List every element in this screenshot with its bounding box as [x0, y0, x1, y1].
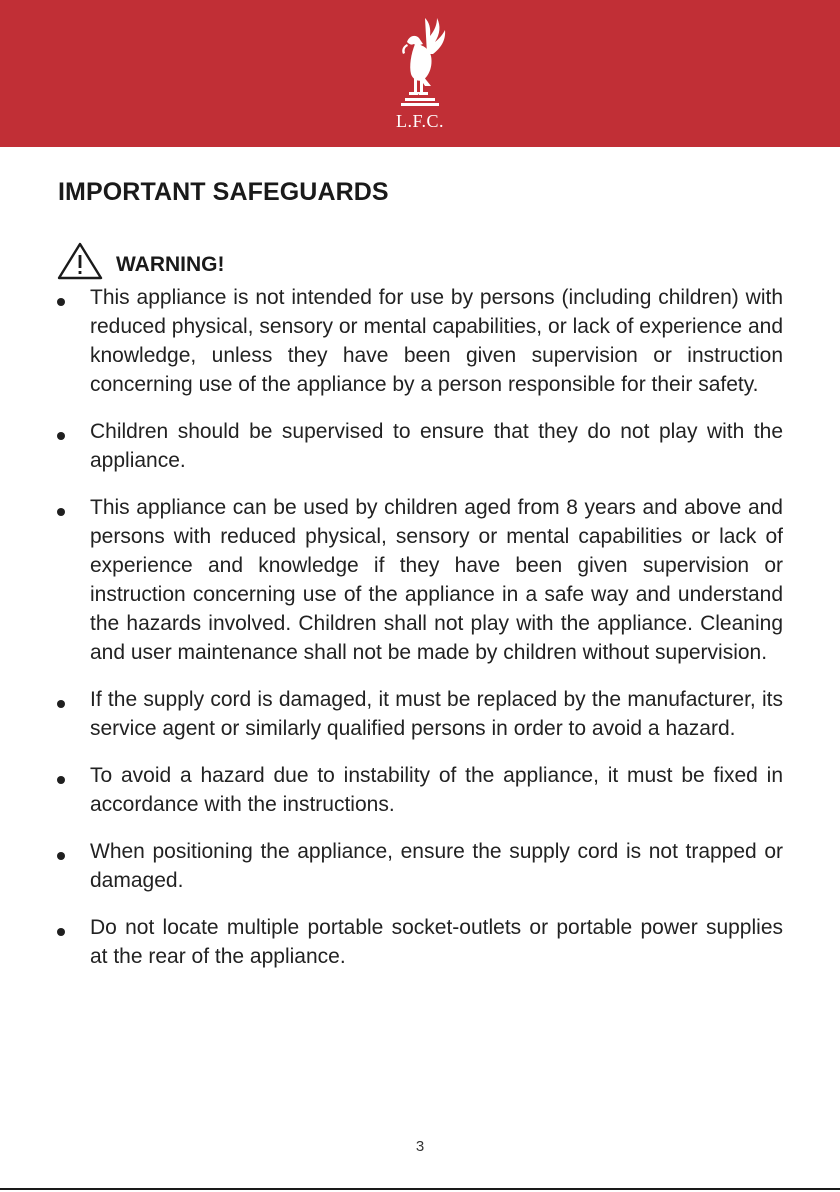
- list-item: [0, 283, 840, 399]
- liverbird-icon: [385, 14, 455, 110]
- list-item: [0, 761, 840, 819]
- header-banner: [0, 0, 840, 147]
- list-item: [0, 913, 840, 971]
- bullet-icon: [57, 432, 65, 440]
- list-item: [0, 417, 840, 475]
- list-item-text: This appliance can be used by children aged from 8 years and above and persons with reduced physical, sensory or mental capabilities or lack of experience and knowledge if they have been given supervision or instruction concerning use of the appliance in a safe way and understand the hazards involved. Children shall not play with the appliance. Cleaning and user maintenance shall not be made by children without supervision.: [90, 496, 783, 664]
- bullet-icon: [57, 508, 65, 516]
- safeguard-list: [0, 283, 840, 989]
- bullet-icon: [57, 852, 65, 860]
- page-title: IMPORTANT SAFEGUARDS: [58, 178, 389, 206]
- list-item-text: If the supply cord is damaged, it must be replaced by the manufacturer, its service agent or similarly qualified persons in order to avoid a hazard.: [90, 688, 783, 740]
- bottom-divider: [0, 1188, 840, 1190]
- lfc-logo: [380, 14, 460, 134]
- page-number: 3: [415, 1138, 425, 1155]
- warning-label: WARNING!: [116, 253, 225, 276]
- warning-heading: [56, 241, 225, 281]
- bullet-icon: [57, 298, 65, 306]
- list-item-text: When positioning the appliance, ensure the supply cord is not trapped or damaged.: [90, 840, 783, 892]
- warning-triangle-icon: [56, 241, 104, 281]
- logo-text: L.F.C.: [395, 111, 445, 131]
- list-item-text: This appliance is not intended for use by persons (including children) with reduced physical, sensory or mental capabilities, or lack of experience and knowledge, unless they have been given supervision or instruction concerning use of the appliance by a person responsible for their safety.: [90, 286, 783, 396]
- list-item: [0, 837, 840, 895]
- list-item-text: Children should be supervised to ensure that they do not play with the appliance.: [90, 420, 783, 472]
- list-item: [0, 493, 840, 667]
- bullet-icon: [57, 928, 65, 936]
- list-item-text: Do not locate multiple portable socket-outlets or portable power supplies at the rear of the appliance.: [90, 916, 783, 968]
- list-item: [0, 685, 840, 743]
- list-item-text: To avoid a hazard due to instability of the appliance, it must be fixed in accordance with the instructions.: [90, 764, 783, 816]
- bullet-icon: [57, 700, 65, 708]
- bullet-icon: [57, 776, 65, 784]
